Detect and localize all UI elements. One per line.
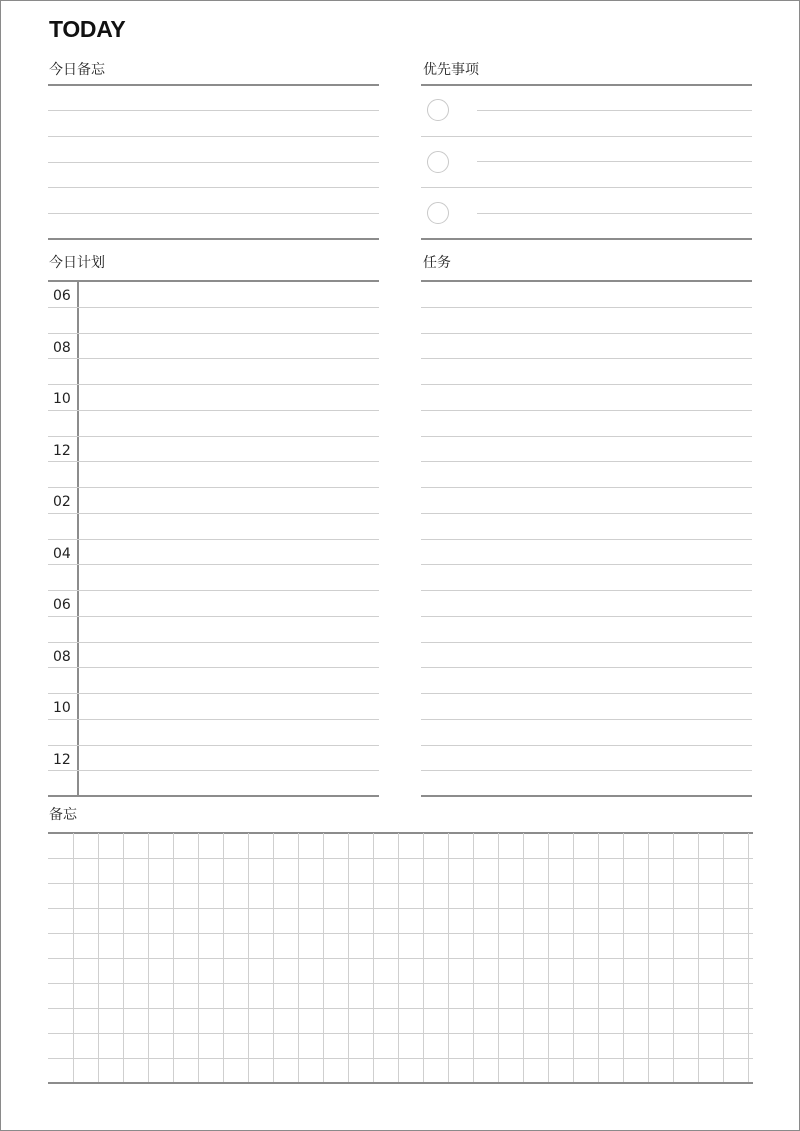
task-rule <box>421 487 752 488</box>
task-rule <box>421 358 752 359</box>
task-rule <box>421 384 752 385</box>
hour-label: 06 <box>53 597 71 613</box>
notes-top-rule <box>48 84 379 86</box>
memo-grid-col <box>198 833 199 1082</box>
memo-grid-col <box>548 833 549 1082</box>
task-rule <box>421 745 752 746</box>
memo-grid-col <box>123 833 124 1082</box>
notes-rule <box>48 162 379 163</box>
memo-grid-col <box>573 833 574 1082</box>
memo-grid-col <box>698 833 699 1082</box>
memo-grid-col <box>748 833 749 1082</box>
plan-rule <box>48 358 379 359</box>
plan-rule <box>48 616 379 617</box>
plan-bottom-rule <box>48 795 379 797</box>
task-rule <box>421 539 752 540</box>
task-rule <box>421 461 752 462</box>
plan-rule <box>48 384 379 385</box>
memo-grid-col <box>148 833 149 1082</box>
memo-grid-col <box>473 833 474 1082</box>
task-rule <box>421 667 752 668</box>
plan-rule <box>48 307 379 308</box>
plan-rule <box>48 436 379 437</box>
hour-label: 10 <box>53 700 71 716</box>
hour-label: 06 <box>53 288 71 304</box>
memo-label: 备忘 <box>49 807 77 823</box>
memo-grid-col <box>673 833 674 1082</box>
plan-rule <box>48 461 379 462</box>
memo-grid-col <box>498 833 499 1082</box>
plan-rule <box>48 667 379 668</box>
task-rule <box>421 642 752 643</box>
tasks-top-rule <box>421 280 752 282</box>
hour-label: 10 <box>53 391 71 407</box>
memo-grid-col <box>98 833 99 1082</box>
notes-bottom-rule <box>48 238 379 240</box>
memo-grid-col <box>223 833 224 1082</box>
priority-checkbox-icon <box>427 99 449 121</box>
memo-grid-col <box>273 833 274 1082</box>
plan-rule <box>48 539 379 540</box>
hour-label: 12 <box>53 751 71 768</box>
priority-divider <box>421 136 752 137</box>
notes-rule <box>48 213 379 214</box>
hour-label: 02 <box>53 494 71 510</box>
hour-label: 08 <box>53 339 71 356</box>
hour-label: 04 <box>53 545 71 562</box>
memo-grid-col <box>348 833 349 1082</box>
plan-rule <box>48 745 379 746</box>
task-rule <box>421 616 752 617</box>
memo-grid-col <box>173 833 174 1082</box>
priority-line <box>477 213 752 214</box>
priority-line <box>477 161 752 162</box>
priorities-bottom-rule <box>421 238 752 240</box>
plan-rule <box>48 590 379 591</box>
plan-rule <box>48 333 379 334</box>
task-rule <box>421 333 752 334</box>
task-rule <box>421 307 752 308</box>
memo-grid-col <box>723 833 724 1082</box>
memo-grid-col <box>448 833 449 1082</box>
task-rule <box>421 693 752 694</box>
memo-grid-col <box>523 833 524 1082</box>
memo-grid-col <box>423 833 424 1082</box>
memo-grid-col <box>598 833 599 1082</box>
notes-rule <box>48 110 379 111</box>
plan-rule <box>48 719 379 720</box>
notes-rule <box>48 136 379 137</box>
task-rule <box>421 719 752 720</box>
notes-label: 今日备忘 <box>49 62 105 78</box>
tasks-bottom-rule <box>421 795 752 797</box>
task-rule <box>421 770 752 771</box>
plan-rule <box>48 642 379 643</box>
memo-grid-col <box>323 833 324 1082</box>
priority-checkbox-icon <box>427 151 449 173</box>
memo-grid-col <box>298 833 299 1082</box>
task-rule <box>421 513 752 514</box>
plan-rule <box>48 693 379 694</box>
plan-rule <box>48 410 379 411</box>
hour-label: 08 <box>53 648 71 665</box>
memo-grid-col <box>373 833 374 1082</box>
task-rule <box>421 436 752 437</box>
task-rule <box>421 410 752 411</box>
memo-grid-col <box>398 833 399 1082</box>
priority-line <box>477 110 752 111</box>
memo-grid-col <box>648 833 649 1082</box>
plan-label: 今日计划 <box>49 255 105 271</box>
plan-rule <box>48 770 379 771</box>
priority-checkbox-icon <box>427 202 449 224</box>
memo-grid-col <box>248 833 249 1082</box>
priorities-label: 优先事项 <box>423 62 479 78</box>
hour-label: 12 <box>53 442 71 459</box>
priorities-top-rule <box>421 84 752 86</box>
memo-grid-col <box>623 833 624 1082</box>
memo-bottom-rule <box>48 1082 753 1084</box>
plan-rule <box>48 487 379 488</box>
notes-rule <box>48 187 379 188</box>
page-title: TODAY <box>49 16 126 42</box>
priority-divider <box>421 187 752 188</box>
task-rule <box>421 564 752 565</box>
task-rule <box>421 590 752 591</box>
plan-rule <box>48 564 379 565</box>
plan-rule <box>48 513 379 514</box>
tasks-label: 任务 <box>423 255 451 271</box>
memo-grid-col <box>73 833 74 1082</box>
plan-top-rule <box>48 280 379 282</box>
